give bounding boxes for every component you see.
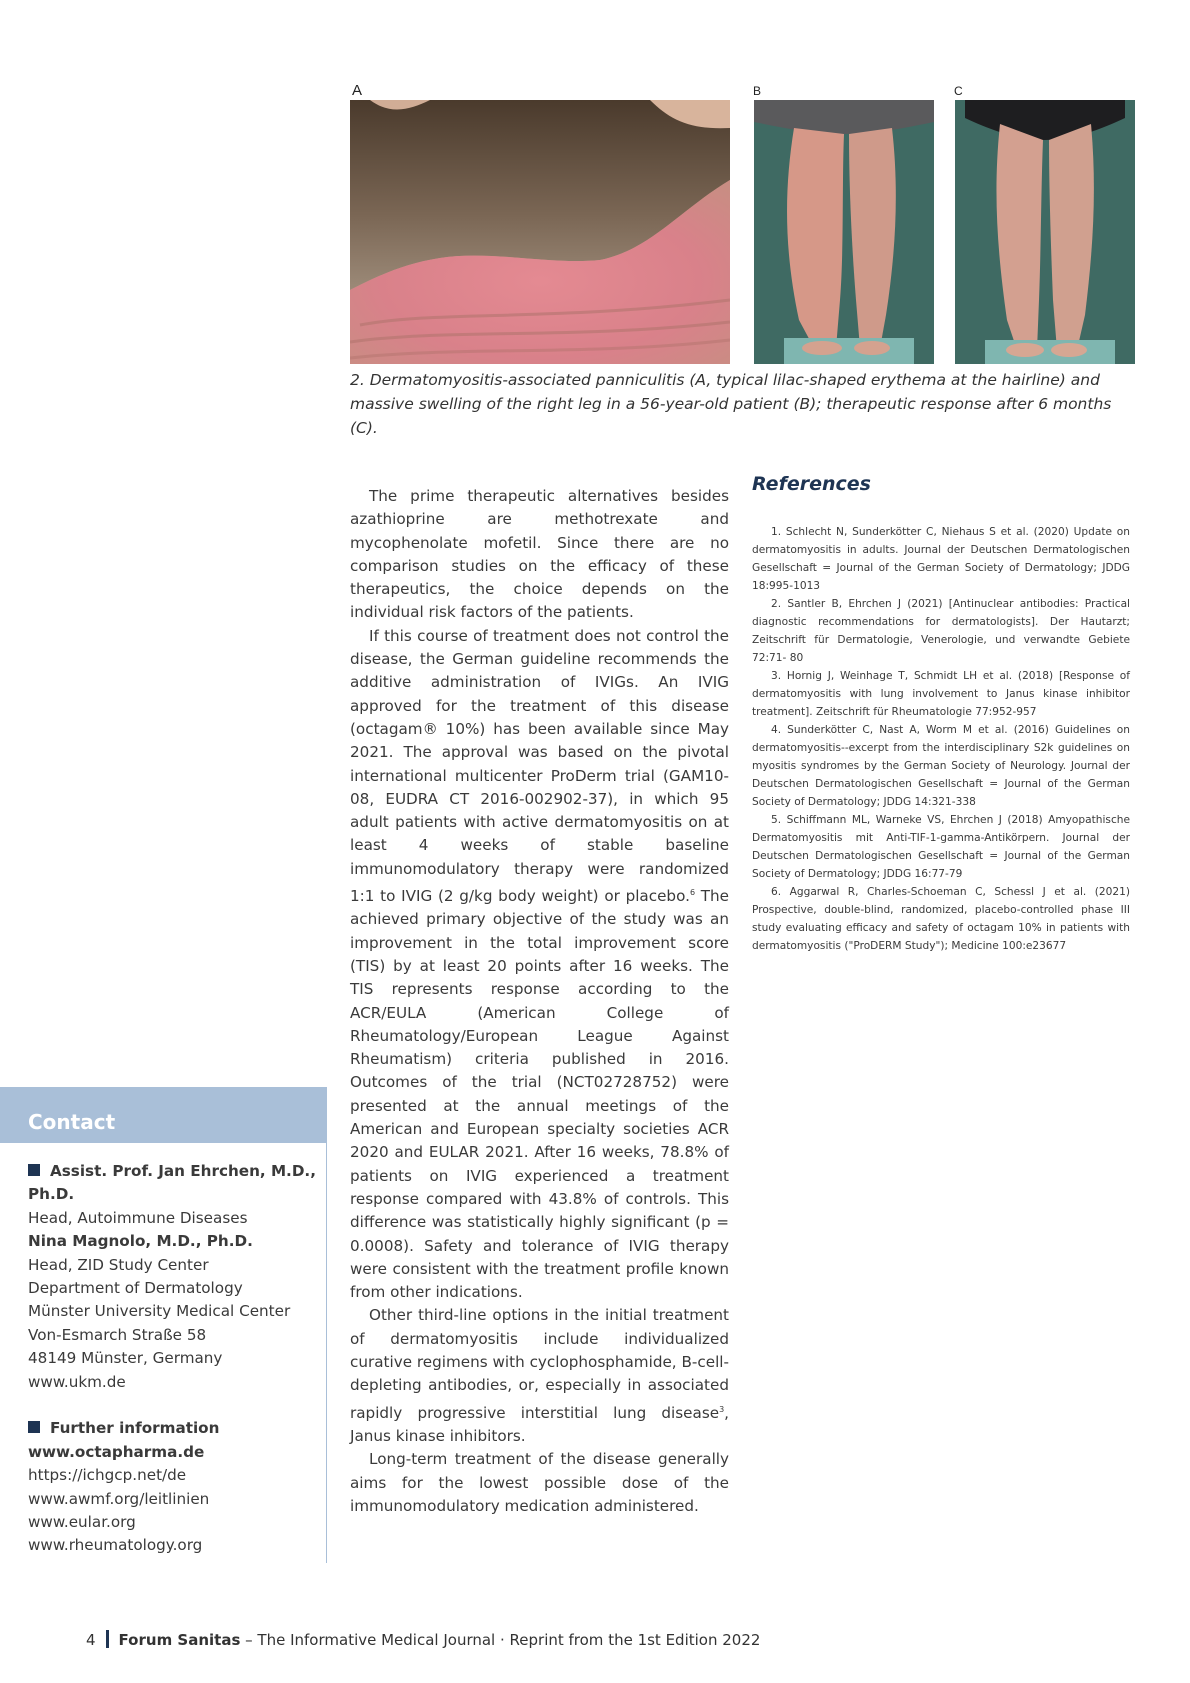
bullet-square-icon [28,1421,40,1433]
contact-role-2: Head, ZID Study Center [28,1255,209,1274]
body-paragraph: The prime therapeutic alternatives besides azathioprine are methotrexate and mycophenolate mofetil. Since there are no comparison studies on the efficacy of these therapeutics, the choice depends on the individual risk factors of the patients. [350,487,729,622]
contact-person-2: Nina Magnolo, M.D., Ph.D. [28,1232,253,1251]
reference-item: 6. Aggarwal R, Charles-Schoeman C, Schessl J et al. (2021) Prospective, double-blind, randomized, placebo-controlled phase III study evaluating efficacy and safety of octagam 10% in patients with dermatomyositis ("ProDERM Study"); Medicine 100:e23677 [752,886,1130,952]
figure-caption: 2. Dermatomyositis-associated panniculitis (A, typical lilac-shaped erythema at the hairline) and massive swelling of the right leg in a 56-year-old patient (B); therapeutic response after 6 months (C). [350,371,1112,437]
link-rheumatology[interactable]: www.rheumatology.org [28,1536,203,1555]
bullet-square-icon [28,1164,40,1176]
reference-item: 5. Schiffmann ML, Warneke VS, Ehrchen J (2018) Amyopathische Dermatomyositis mit Anti-TIF-1-gamma-Antikörpern. Journal der Deutschen Dermatologischen Gesellschaft = Journal of the German Society of Dermatology; JDDG 16:77-79 [752,814,1130,880]
figure-label-b: B [753,84,762,98]
journal-name: Forum Sanitas [118,1631,241,1649]
link-eular[interactable]: www.eular.org [28,1513,136,1532]
reference-item: 2. Santler B, Ehrchen J (2021) [Antinuclear antibodies: Practical diagnostic recommendations for dermatologists]. Der Hautarzt; Zeitschrift für Dermatologie, Venerologie, und verwandte Gebiete 72:71- 80 [752,598,1130,664]
contact-person-1: Assist. Prof. Jan Ehrchen, M.D., Ph.D. [28,1162,316,1204]
body-paragraph: If this course of treatment does not control the disease, the German guideline recommends the additive administration of IVIGs. An IVIG approved for the treatment of this disease (octagam® 10%) has been available since May 2021. The approval was based on the pivotal international multicenter ProDerm trial (GAM10-08, EUDRA CT 2016-002902-37), in which 95 adult patients with active dermatomyositis on at least 4 weeks of stable baseline immunomodulatory therapy were randomized 1:1 to IVIG (2 g/kg body weight) or placebo.$^6$ The achieved primary objective of the study was an improvement in the total improvement score (TIS) by at least 20 points after 16 weeks. The TIS represents response according to the ACR/EULA (American College of Rheumatology/European League Against Rheumatism) criteria published in 2016. Outcomes of the trial (NCT02728752) were presented at the annual meetings of the American and European specialty societies ACR 2020 and EULAR 2021. After 16 weeks, 78.8% of patients on IVIG experienced a treatment response compared with 43.8% of controls. This difference was statistically highly significant (p = 0.0008). Safety and tolerance of IVIG therapy were consistent with the treatment profile known from other indications. [350,626,729,1302]
journal-subtitle: – The Informative Medical Journal · Reprint from the 1st Edition 2022 [240,1631,761,1649]
footer-separator [106,1630,109,1648]
reference-item: 4. Sunderkötter C, Nast A, Worm M et al. (2016) Guidelines on dermatomyositis--excerpt from the interdisciplinary S2k guidelines on myositis syndromes by the German Society of Neurology. Journal der Deutschen Dermatologischen Gesellschaft = Journal of the German Society of Dermatology; JDDG 14:321-338 [752,724,1130,808]
figure-label-c: C [954,84,963,98]
figure-label-a: A [352,82,363,99]
page-footer [86,1630,760,1649]
references-heading: References [752,473,871,495]
link-awmf[interactable]: www.awmf.org/leitlinien [28,1489,210,1508]
reference-item: 1. Schlecht N, Sunderkötter C, Niehaus S et al. (2020) Update on dermatomyositis in adults. Journal der Deutschen Dermatologischen Gesellschaft = Journal of the German Society of Dermatology; JDDG 18:995-1013 [752,526,1130,592]
reference-item: 3. Hornig J, Weinhage T, Schmidt LH et al. (2018) [Response of dermatomyositis with lung involvement to Janus kinase inhibitor treatment]. Zeitschrift für Rheumatologie 77:952-957 [752,670,1130,718]
contact-website-link[interactable]: www.ukm.de [28,1372,126,1391]
photo-legs-before [754,100,934,364]
further-info-title: Further information [28,1417,323,1440]
body-text [350,485,729,1518]
references-list [752,523,1130,955]
page-number: 4 [86,1631,96,1649]
photo-legs-after [955,100,1135,364]
link-ichgcp[interactable]: https://ichgcp.net/de [28,1466,187,1485]
contact-divider [326,1087,327,1563]
contact-city: 48149 Münster, Germany [28,1349,223,1368]
body-paragraph: Other third-line options in the initial treatment of dermatomyositis include individualized curative regimens with cyclophosphamide, B-cell-depleting antibodies, or, especially in associated rapidly progressive interstitial lung disease$^3$, Janus kinase inhibitors. [350,1306,729,1445]
contact-institution: Münster University Medical Center [28,1302,291,1321]
contact-block [28,1160,323,1558]
link-octapharma[interactable]: www.octapharma.de [28,1442,205,1461]
contact-department: Department of Dermatology [28,1279,243,1298]
contact-role-1: Head, Autoimmune Diseases [28,1208,248,1227]
contact-title: Contact [28,1110,116,1134]
photo-hairline-erythema [350,100,730,364]
contact-street: Von-Esmarch Straße 58 [28,1325,207,1344]
body-paragraph: Long-term treatment of the disease generally aims for the lowest possible dose of the immunomodulatory medication administered. [350,1450,729,1515]
